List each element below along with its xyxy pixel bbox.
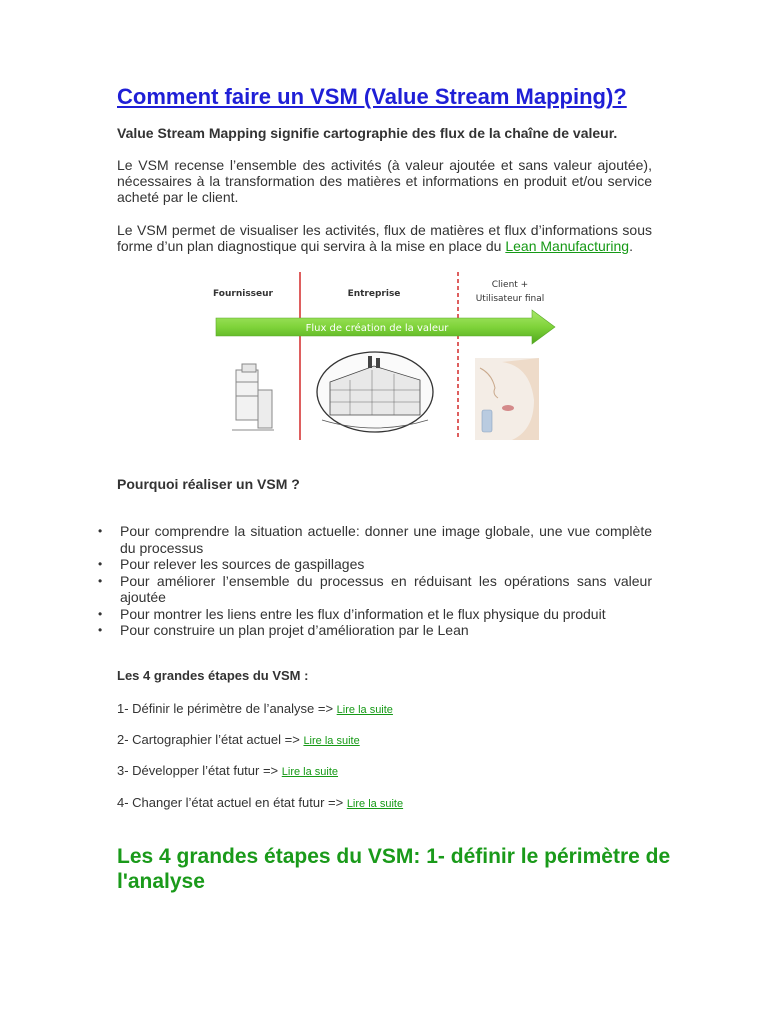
bullet-glyph: • bbox=[98, 606, 103, 621]
label-fournisseur: Fournisseur bbox=[213, 289, 273, 299]
step-1-read-more-link[interactable]: Lire la suite bbox=[336, 704, 393, 716]
list-item-text: Pour améliorer l’ensemble du processus en réduisant les opérations sans valeur ajoutée bbox=[120, 572, 652, 605]
label-client: Client + bbox=[491, 280, 529, 290]
step-2-read-more-link[interactable]: Lire la suite bbox=[303, 735, 360, 747]
bullet-glyph: • bbox=[98, 623, 103, 637]
label-entreprise: Entreprise bbox=[347, 289, 401, 299]
list-item-text: Pour comprendre la situation actuelle: donner une image globale, une vue complète du processus bbox=[120, 523, 652, 556]
arrow-label: Flux de création de la valeur bbox=[305, 323, 449, 334]
step-2 bbox=[117, 732, 360, 747]
list-item bbox=[82, 573, 652, 606]
value-stream-diagram bbox=[212, 270, 557, 448]
paragraph-vsm-purpose-text: Le VSM permet de visualiser les activités, flux de matières et flux d’informations sous forme d’un plan diagnostique qui servira à la mise en place du bbox=[117, 222, 652, 254]
factory-sketch-icon bbox=[317, 352, 433, 432]
step-1-text: 1- Définir le périmètre de l’analyse => bbox=[117, 701, 337, 716]
paragraph-vsm-definition: Le VSM recense l’ensemble des activités (à valeur ajoutée et sans valeur ajoutée), nécessaires à la transformation des matières et informations en produit et/ou service acheté par le client. bbox=[117, 157, 652, 205]
label-utilisateur: Utilisateur final bbox=[475, 294, 545, 304]
list-item bbox=[82, 523, 652, 556]
reasons-list bbox=[82, 523, 652, 639]
client-photo-icon bbox=[475, 358, 539, 440]
step-1 bbox=[117, 701, 393, 716]
list-item-text: Pour relever les sources de gaspillages bbox=[120, 556, 365, 572]
step-2-text: 2- Cartographier l’état actuel => bbox=[117, 732, 304, 747]
step-3-text: 3- Développer l’état futur => bbox=[117, 763, 282, 778]
list-item-text: Pour montrer les liens entre les flux d’information et le flux physique du produit bbox=[120, 605, 606, 622]
step-3-read-more-link[interactable]: Lire la suite bbox=[281, 766, 339, 778]
supplier-sketch-icon bbox=[232, 364, 274, 430]
step-4-text: 4- Changer l’état actuel en état futur => bbox=[117, 795, 347, 810]
bullet-glyph: • bbox=[98, 573, 103, 588]
bullet-glyph: • bbox=[98, 557, 103, 571]
paragraph-end: . bbox=[629, 238, 633, 254]
list-item bbox=[82, 622, 652, 639]
list-item bbox=[82, 556, 652, 573]
page-title[interactable]: Comment faire un VSM (Value Stream Mapping)? bbox=[117, 84, 627, 109]
paragraph-vsm-purpose bbox=[117, 222, 652, 254]
step-4-read-more-link[interactable]: Lire la suite bbox=[346, 798, 404, 810]
list-item-text: Pour construire un plan projet d’amélioration par le Lean bbox=[120, 622, 469, 638]
step-3 bbox=[117, 763, 338, 778]
list-item bbox=[82, 606, 652, 623]
lean-manufacturing-link[interactable]: Lean Manufacturing bbox=[505, 238, 630, 254]
bullet-glyph: • bbox=[98, 524, 103, 538]
steps-heading: Les 4 grandes étapes du VSM : bbox=[117, 668, 309, 683]
intro-text: Value Stream Mapping signifie cartographie des flux de la chaîne de valeur. bbox=[117, 125, 618, 141]
section-heading: Les 4 grandes étapes du VSM: 1- définir le périmètre de l'analyse bbox=[117, 845, 671, 893]
why-heading: Pourquoi réaliser un VSM ? bbox=[117, 476, 300, 492]
step-4 bbox=[117, 795, 403, 810]
